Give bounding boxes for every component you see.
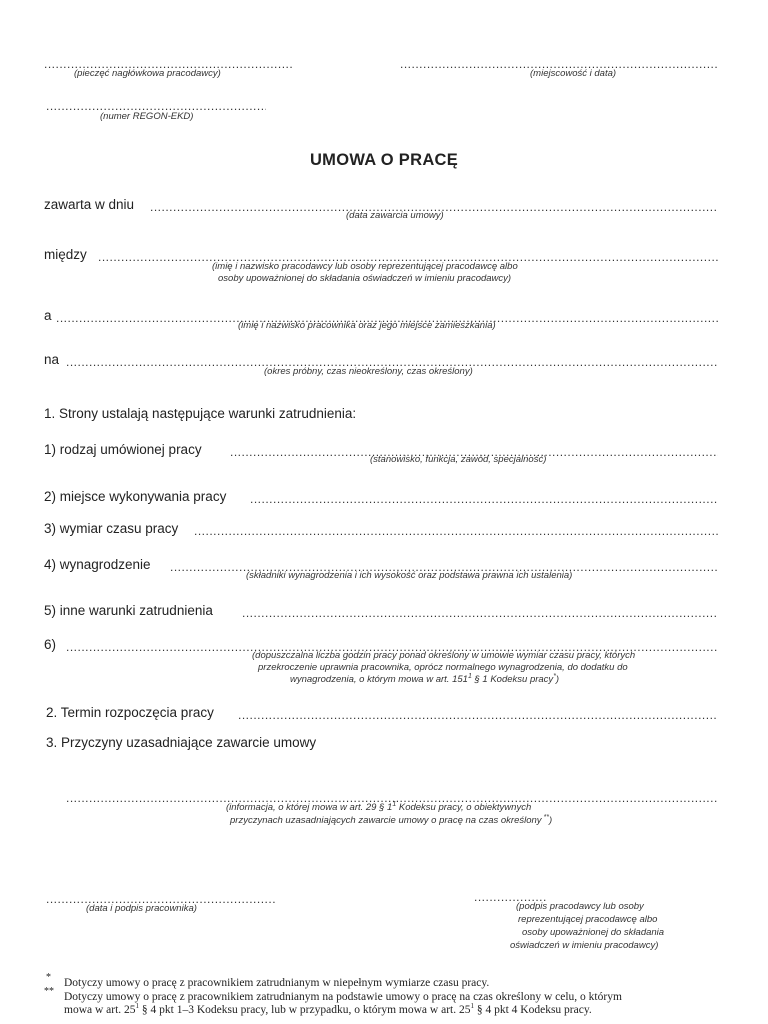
overtime-caption-2: przekroczenie uprawnia pracownika, oprócz normalnego wynagrodzenia, do dodatku do xyxy=(258,662,628,673)
salary-label: 4) wynagrodzenie xyxy=(44,557,151,572)
employer-signature-caption-3: osoby upoważnionej do składania xyxy=(522,927,665,938)
conclusion-date-label: zawarta w dniu xyxy=(44,197,135,212)
work-place-line[interactable] xyxy=(250,493,718,505)
work-type-caption: (stanowisko, funkcja, zawód, specjalność) xyxy=(370,454,547,465)
footnote-2-text-line1: Dotyczy umowy o pracę z pracownikiem zatrudnianym na podstawie umowy o pracę na czas określony w celu, o którym xyxy=(64,991,622,1003)
footnote-2-text-line2: mowa w art. $25^1$ § 4 pkt 1–3 Kodeksu pracy, lub w przypadku, o którym mowa w art. $25^1$ § 4 pkt 4 Kodeksu pracy. xyxy=(64,1002,592,1016)
start-date-line[interactable] xyxy=(238,709,718,721)
employer-stamp-caption: (pieczęć nagłówkowa pracodawcy) xyxy=(74,68,221,79)
other-conditions-label: 5) inne warunki zatrudnienia xyxy=(44,603,213,618)
employer-name-caption-1: (imię i nazwisko pracodawcy lub osoby reprezentującej pracodawcę albo xyxy=(212,261,518,272)
employer-signature-caption-2: reprezentującej pracodawcę albo xyxy=(518,914,658,925)
employee-signature-caption: (data i podpis pracownika) xyxy=(86,903,197,914)
reasons-caption-1: (informacja, o której mowa w art. 29 § $1^1$ Kodeksu pracy, o obiektywnych xyxy=(226,800,532,813)
document-title: UMOWA O PRACĘ xyxy=(309,151,459,169)
conclusion-date-caption: (data zawarcia umowy) xyxy=(346,210,444,221)
work-place-label: 2) miejsce wykonywania pracy xyxy=(44,489,227,504)
overtime-label: 6) xyxy=(44,637,57,652)
reasons-label: 3. Przyczyny uzasadniające zawarcie umowy xyxy=(46,735,317,750)
working-time-label: 3) wymiar czasu pracy xyxy=(44,521,179,536)
other-conditions-line[interactable] xyxy=(242,607,718,619)
footnote-1-mark: * xyxy=(46,972,51,983)
salary-caption: (składniki wynagrodzenia i ich wysokość oraz podstawa prawna ich ustalenia) xyxy=(246,570,573,581)
overtime-caption-1: (dopuszczalna liczba godzin pracy ponad określony w umowie wymiar czasu pracy, których xyxy=(252,650,636,661)
footnote-1-text: Dotyczy umowy o pracę z pracownikiem zatrudnianym w niepełnym wymiarze czasu pracy. xyxy=(64,977,490,989)
conditions-heading: 1. Strony ustalają następujące warunki zatrudnienia: xyxy=(44,406,357,421)
start-date-label: 2. Termin rozpoczęcia pracy xyxy=(46,705,214,720)
place-date-caption: (miejscowość i data) xyxy=(530,68,617,79)
working-time-line[interactable] xyxy=(194,525,718,537)
reasons-caption-2: przyczynach uzasadniających zawarcie umowy o pracę na czas określony **) xyxy=(230,813,553,826)
employer-name-caption-2: osoby upoważnionej do składania oświadczeń w imieniu pracodawcy) xyxy=(218,273,512,284)
overtime-caption-3: wynagrodzenia, o którym mowa w art. $151^1$ § 1 Kodeksu pracy*) xyxy=(290,672,560,685)
between-label: między xyxy=(44,247,87,262)
and-label: a xyxy=(44,308,52,323)
work-type-label: 1) rodzaj umówionej pracy xyxy=(44,442,202,457)
regon-caption: (numer REGON-EKD) xyxy=(100,111,194,122)
footnote-2-mark: ** xyxy=(44,986,54,997)
employer-signature-caption-4: oświadczeń w imieniu pracodawcy) xyxy=(510,940,659,951)
on-label: na xyxy=(44,352,60,367)
employer-signature-caption-1: (podpis pracodawcy lub osoby xyxy=(516,901,644,912)
employee-name-caption: (imię i nazwisko pracownika oraz jego miejsce zamieszkania) xyxy=(238,320,496,331)
contract-period-caption: (okres próbny, czas nieokreślony, czas określony) xyxy=(264,366,473,377)
